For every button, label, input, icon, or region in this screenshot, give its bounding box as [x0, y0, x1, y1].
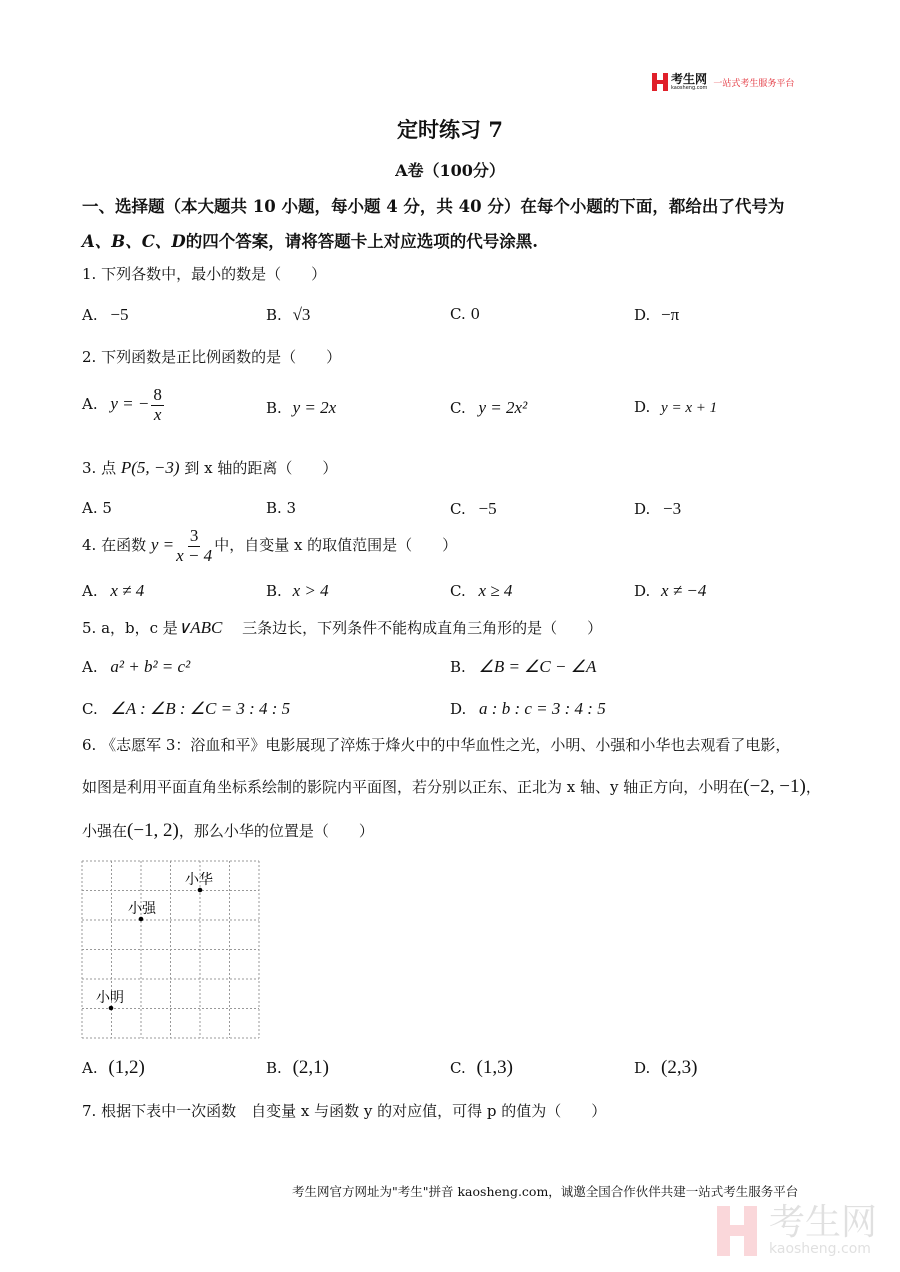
q6-option-b: [266, 1057, 329, 1079]
header-slogan: 一站式考生服务平台: [713, 78, 795, 89]
watermark-domain: kaosheng.com: [769, 1241, 871, 1257]
label: B.: [450, 658, 466, 676]
q1-stem: 1. 下列各数中，最小的数是（ ）: [82, 265, 327, 283]
q2-option-d: [634, 398, 717, 417]
value: (1,2): [108, 1057, 145, 1078]
label: A.: [82, 306, 98, 324]
q2-stem: 2. 下列函数是正比例函数的是（ ）: [82, 348, 342, 366]
q2-option-b: [266, 398, 336, 418]
logo-icon: [652, 73, 668, 91]
q4-stem: [82, 527, 457, 565]
text: ，那么小华的位置是（ ）: [178, 822, 374, 840]
point-xiaoqiang: [139, 917, 144, 922]
value: y = 2x: [292, 398, 337, 417]
header-logo: [652, 73, 794, 91]
label-xiaohua: 小华: [185, 872, 213, 888]
stem-pre: 4. 在函数: [82, 536, 147, 555]
q4-option-a: [82, 581, 144, 601]
value: a² + b² = c²: [110, 657, 191, 676]
q3-option-b: B. 3: [266, 499, 297, 517]
q2-option-c: [450, 398, 527, 418]
q6-line3: [82, 820, 374, 842]
value: (2,1): [292, 1057, 329, 1078]
denominator: x: [153, 404, 162, 424]
watermark: [717, 1202, 878, 1257]
q1-option-b: [266, 305, 310, 325]
q6-option-c: [450, 1057, 513, 1079]
denominator: x − 4: [176, 545, 213, 565]
value: y = −: [110, 394, 150, 414]
label: A.: [82, 395, 98, 414]
value: x > 4: [292, 581, 329, 600]
page-title: 定时练习 7: [397, 117, 503, 142]
fraction: [176, 527, 212, 565]
q4-option-b: [266, 581, 329, 601]
q5-option-b: [450, 657, 596, 677]
page-footer: 考生网官方网址为"考生"拼音 kaosheng.com，诚邀全国合作伙伴共建一站式考生服务平台: [292, 1184, 799, 1199]
q5-option-d: [450, 699, 606, 719]
value: x ≠ −4: [661, 581, 707, 600]
page-subtitle: A卷（100分）: [395, 161, 505, 180]
point: (−2, −1): [743, 776, 806, 797]
label: D.: [634, 582, 651, 600]
logo-text: 考生网: [671, 71, 708, 86]
function: y =: [150, 535, 175, 555]
stem-pre: 5. a，b，c 是: [82, 619, 178, 637]
q3-option-d: [634, 499, 681, 519]
stem-post: 中，自变量 x 的取值范围是（ ）: [214, 536, 458, 555]
numerator: 8: [153, 385, 162, 404]
triangle: ∨ABC: [177, 618, 223, 637]
stem-post: 三条边长，下列条件不能构成直角三角形的是（ ）: [242, 619, 603, 637]
stem-pre: 3. 点: [82, 459, 117, 477]
point: (−1, 2): [127, 820, 179, 841]
label: D.: [634, 500, 651, 518]
q4-option-c: [450, 581, 512, 601]
label: D.: [634, 306, 651, 324]
value: (2,3): [661, 1057, 698, 1078]
q5-stem: [82, 617, 602, 638]
label: A.: [82, 658, 98, 676]
q6-line1: 6. 《志愿军 3：浴血和平》电影展现了淬炼于烽火中的中华血性之光，小明、小强和小华也去观看了电影，: [82, 736, 791, 754]
label: D.: [634, 398, 651, 416]
value: y = 2x²: [478, 398, 528, 417]
label: C.: [450, 582, 466, 600]
q6-option-a: [82, 1057, 145, 1079]
value: (1,3): [476, 1057, 513, 1078]
label: B.: [266, 582, 282, 600]
q7-stem: 7. 根据下表中一次函数 自变量 x 与函数 y 的对应值，可得 p 的值为（ ）: [82, 1102, 607, 1120]
text: 小强在: [82, 822, 128, 840]
label: C.: [450, 399, 466, 417]
label: B.: [266, 306, 282, 324]
q4-option-d: [634, 581, 706, 601]
q1-option-a: [82, 305, 128, 325]
point-xiaohua: [198, 888, 203, 893]
label-xiaoming: 小明: [96, 990, 124, 1006]
text: 如图是利用平面直角坐标系绘制的影院内平面图，若分别以正东、正北为 x 轴、y 轴正方向，小明在: [82, 778, 744, 796]
label: B.: [266, 399, 282, 417]
point-xiaoming: [109, 1006, 114, 1011]
value: √3: [292, 305, 311, 324]
label: D.: [450, 700, 467, 718]
value: a : b : c = 3 : 4 : 5: [479, 699, 606, 718]
label: A.: [82, 582, 98, 600]
q6-option-d: [634, 1057, 697, 1079]
q3-stem: [82, 457, 337, 478]
logo-domain: kaosheng.com: [671, 84, 708, 91]
value: −5: [478, 499, 497, 518]
fraction: [151, 386, 164, 424]
value: −5: [110, 305, 129, 324]
label: C.: [82, 700, 98, 718]
option-letters: A、B、C、D: [82, 232, 186, 251]
numerator: 3: [189, 526, 199, 545]
q6-line2: [82, 776, 821, 798]
value: y = x + 1: [661, 400, 718, 416]
label: C.: [450, 500, 466, 518]
section-instructions-2: [82, 228, 538, 252]
q5-option-a: [82, 657, 190, 677]
instructions-rest: 的四个答案，请将答题卡上对应选项的代号涂黑.: [185, 232, 538, 251]
stem-post: 到 x 轴的距离（ ）: [184, 459, 338, 477]
label: B.: [266, 1059, 282, 1077]
value: ∠B = ∠C − ∠A: [478, 657, 597, 676]
value: x ≥ 4: [478, 581, 513, 600]
q5-option-c: [82, 699, 290, 719]
q3-option-a: A. 5: [82, 499, 112, 517]
label: C.: [450, 1059, 466, 1077]
label: A.: [82, 1059, 98, 1077]
q1-option-c: C. 0: [450, 305, 481, 323]
q1-option-d: [634, 305, 679, 325]
label-xiaoqiang: 小强: [128, 901, 156, 917]
section-instructions-1: 一、选择题（本大题共 10 小题，每小题 4 分，共 40 分）在每个小题的下面，都给出了代号为: [82, 197, 785, 216]
q2-option-a: [82, 386, 166, 424]
value: ∠A : ∠B : ∠C = 3 : 4 : 5: [110, 699, 291, 718]
value: −π: [661, 305, 680, 324]
label: D.: [634, 1059, 651, 1077]
value: x ≠ 4: [110, 581, 145, 600]
watermark-text: 考生网: [769, 1202, 878, 1243]
q3-option-c: [450, 499, 497, 519]
point: P(5, −3): [120, 458, 180, 477]
text: ，: [805, 778, 821, 796]
value: −3: [663, 499, 682, 518]
cinema-grid-figure: [81, 860, 261, 1040]
watermark-logo-icon: [717, 1206, 757, 1256]
